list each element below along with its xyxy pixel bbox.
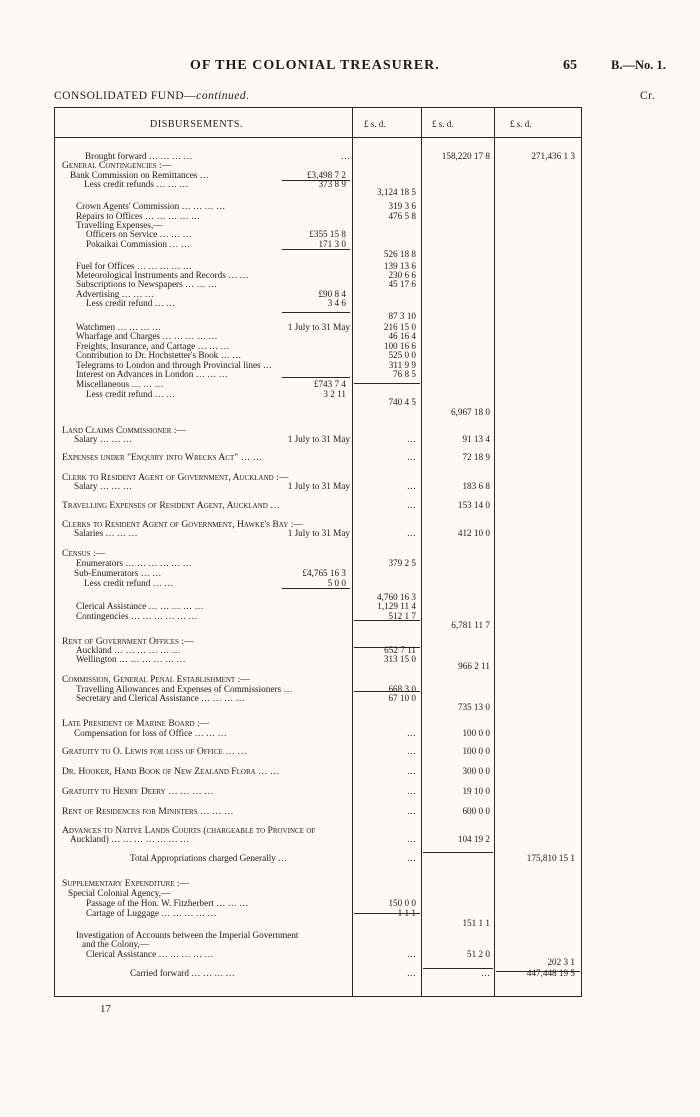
row-label: Secretary and Clerical Assistance … … … … <box>76 693 245 703</box>
row-amount-col1: … <box>406 786 416 796</box>
row-amount-col1: … <box>406 968 416 978</box>
row-label: Salary … … … <box>74 481 132 491</box>
fund-title: CONSOLIDATED FUND—continued. <box>54 90 250 102</box>
row-label: Clerical Assistance … … … … … <box>86 949 214 959</box>
row-amount-col2: 100 0 0 <box>462 728 490 738</box>
row-amount-col2: 735 13 0 <box>457 702 490 712</box>
row-amount-col1: 668 3 0 <box>388 684 416 694</box>
row-amount-col1: 525 0 0 <box>388 350 416 360</box>
row-inner-amount: 5 0 0 <box>327 578 346 588</box>
row-label: Auckland … … … … … … <box>76 645 181 655</box>
row-amount-col1: … <box>406 853 416 863</box>
table-heading: DISBURSEMENTS. <box>150 119 244 130</box>
row-label: Dr. Hooker, Hand Book of New Zealand Flora … … <box>62 766 280 777</box>
row-amount-col2: 153 14 0 <box>457 500 490 510</box>
row-label: Supplementary Expenditure :— <box>62 878 190 889</box>
col3-header: £ s. d. <box>510 119 532 129</box>
row-label: Salary … … … <box>74 434 132 444</box>
row-amount-col2: 91 13 4 <box>462 434 490 444</box>
fund-side: Cr. <box>640 90 656 102</box>
row-amount-col1: … <box>406 728 416 738</box>
row-amount-col1: 740 4 5 <box>388 397 416 407</box>
row-amount-col1: 4,760 16 3 <box>376 592 416 602</box>
row-label: Bank Commission on Remittances … <box>70 170 209 180</box>
row-label: Miscellaneous … … … <box>76 379 164 389</box>
rule <box>282 377 350 378</box>
row-label: Gratuity to Henry Deery … … … … <box>62 786 214 797</box>
row-label: Wharfage and Charges … … … … … <box>76 331 218 341</box>
row-label: and the Colony,— <box>82 939 150 949</box>
row-label: Repairs to Offices … … … … … <box>76 211 201 221</box>
col2-rule <box>421 107 422 996</box>
row-label: Clerical Assistance … … … … … <box>76 601 204 611</box>
row-amount-col1: … <box>406 500 416 510</box>
row-amount-col1: … <box>406 481 416 491</box>
row-label: Total Appropriations charged Generally … <box>130 853 288 863</box>
row-amount-col1: … <box>406 806 416 816</box>
row-label: Telegrams to London and through Provincial lines … <box>76 360 273 370</box>
row-label: Less credit refund … … <box>86 389 176 399</box>
table-bottom-rule <box>54 996 582 997</box>
row-label: Auckland) … … … … … … … <box>70 834 190 844</box>
row-amount-col2: 158,220 17 8 <box>441 151 490 161</box>
row-amount-col1: … <box>406 452 416 462</box>
row-amount-col1: 526 18 8 <box>383 249 416 259</box>
table-header-rule <box>54 137 582 138</box>
row-amount-col2: … <box>480 968 490 978</box>
row-amount-col1: 87 3 10 <box>388 311 416 321</box>
row-label: Contingencies … … … … … … <box>76 611 198 621</box>
row-amount-col2: 6,781 11 7 <box>451 620 490 630</box>
row-label: Carried forward … … … … <box>130 968 235 978</box>
row-amount-col2: 104 19 2 <box>457 834 490 844</box>
table-right-rule <box>581 107 582 996</box>
row-amount-col1: 512 1 7 <box>388 611 416 621</box>
page-number: 65 <box>563 58 577 73</box>
row-amount-col1: 216 15 0 <box>383 322 416 332</box>
row-label: General Contingencies :— <box>62 160 172 171</box>
row-amount-col1: … <box>406 528 416 538</box>
row-inner-amount: £90 8 4 <box>318 289 346 299</box>
page-title: OF THE COLONIAL TREASURER. <box>190 58 440 73</box>
row-amount-col1: … <box>406 766 416 776</box>
row-inner-amount: £355 15 8 <box>309 229 346 239</box>
row-amount-col3: 271,436 1 3 <box>531 151 575 161</box>
rule <box>282 249 350 250</box>
row-amount-col1: 3,124 18 5 <box>376 187 416 197</box>
row-label: Salaries … … … <box>74 528 138 538</box>
row-period: … <box>340 151 350 161</box>
row-amount-col1: 139 13 6 <box>383 261 416 271</box>
rule <box>423 852 493 853</box>
row-label: Clerks to Resident Agent of Government, Hawke's Bay :— <box>62 519 303 530</box>
row-inner-amount: 3 4 6 <box>327 298 346 308</box>
row-amount-col1: 150 0 0 <box>388 898 416 908</box>
row-label: Interest on Advances in London … … … <box>76 369 228 379</box>
row-label: Travelling Expenses,— <box>76 220 163 230</box>
row-label: Investigation of Accounts between the Imperial Government <box>76 930 299 940</box>
row-label: Commission, General Penal Establishment :— <box>62 674 250 685</box>
row-label: Enumerators … … … … … … <box>76 558 192 568</box>
row-amount-col1: 45 17 6 <box>388 279 416 289</box>
row-period: 1 July to 31 May <box>287 434 350 444</box>
row-period: 1 July to 31 May <box>287 322 350 332</box>
row-period: 1 July to 31 May <box>287 481 350 491</box>
document-reference: B.—No. 1. <box>611 58 666 72</box>
row-period: 1 July to 31 May <box>287 528 350 538</box>
rule <box>282 312 350 313</box>
row-amount-col2: 51 2 0 <box>467 949 490 959</box>
row-label: Fuel for Offices … … … … … <box>76 261 192 271</box>
row-amount-col1: … <box>406 746 416 756</box>
col3-rule <box>494 107 495 996</box>
row-label: Rent of Government Offices :— <box>62 636 194 647</box>
row-label: Sub-Enumerators … … <box>74 568 162 578</box>
row-label: Passage of the Hon. W. Fitzherbert … … … <box>86 898 249 908</box>
row-amount-col2: 600 0 0 <box>462 806 490 816</box>
row-amount-col1: 652 7 11 <box>384 645 416 655</box>
row-label: Less credit refunds … … … <box>84 179 189 189</box>
row-label: Freights, Insurance, and Cartage … … … <box>76 341 230 351</box>
row-amount-col2: 412 10 0 <box>457 528 490 538</box>
row-amount-col1: … <box>406 834 416 844</box>
row-label: Census :— <box>62 548 106 559</box>
col1-rule <box>352 107 353 996</box>
row-amount-col1: 76 8 5 <box>393 369 416 379</box>
row-amount-col3: 447,448 19 5 <box>526 968 575 978</box>
row-label: Special Colonial Agency,— <box>68 888 171 898</box>
row-label: Crown Agents' Commission … … … … <box>76 201 226 211</box>
row-amount-col2: 151 1 1 <box>462 918 490 928</box>
row-amount-col2: 6,967 18 0 <box>450 407 490 417</box>
row-label: Less credit refund … … <box>84 578 174 588</box>
rule <box>354 383 420 384</box>
row-label: Wellington … … … … … … <box>76 654 186 664</box>
row-label: Officers on Service … … … <box>86 229 192 239</box>
row-label: Advertising … … … <box>76 289 154 299</box>
row-inner-amount: £4,765 16 3 <box>302 568 346 578</box>
row-label: Pokaikai Commission … … <box>86 239 190 249</box>
row-amount-col1: 230 6 6 <box>388 270 416 280</box>
row-amount-col3: 175,810 15 1 <box>526 853 575 863</box>
row-amount-col1: 379 2 5 <box>388 558 416 568</box>
row-amount-col1: 1 1 1 <box>397 908 416 918</box>
row-amount-col1: 476 5 8 <box>388 211 416 221</box>
row-amount-col1: 319 3 6 <box>388 201 416 211</box>
row-label: Meteorological Instruments and Records … … <box>76 270 249 280</box>
row-label: Watchmen … … … … <box>76 322 161 332</box>
row-amount-col2: 966 2 11 <box>458 661 490 671</box>
row-amount-col1: 1,129 11 4 <box>377 601 416 611</box>
row-amount-col3: 202 3 1 <box>547 957 575 967</box>
row-inner-amount: £3,498 7 2 <box>306 170 346 180</box>
row-label: Brought forward … … … … <box>85 151 193 161</box>
row-label: Less credit refund … … <box>86 298 176 308</box>
row-amount-col2: 100 0 0 <box>462 746 490 756</box>
table-top-rule <box>54 107 582 108</box>
row-label: Contribution to Dr. Hochstetter's Book … … <box>76 350 242 360</box>
row-inner-amount: £743 7 4 <box>313 379 346 389</box>
row-amount-col2: 19 10 0 <box>462 786 490 796</box>
col2-header: £ s. d. <box>432 119 454 129</box>
row-label: Travelling Expenses of Resident Agent, Auckland … <box>62 500 280 511</box>
row-amount-col1: 46 16 4 <box>388 331 416 341</box>
row-label: Subscriptions to Newspapers … … … <box>76 279 218 289</box>
row-label: Expenses under "Enquiry into Wrecks Act" … … <box>62 452 263 463</box>
table-left-rule <box>54 107 55 996</box>
row-amount-col2: 72 18 9 <box>462 452 490 462</box>
row-label: Cartage of Luggage … … … … … <box>86 908 217 918</box>
row-amount-col2: 300 0 0 <box>462 766 490 776</box>
row-label: Rent of Residences for Ministers … … … <box>62 806 234 817</box>
row-inner-amount: 171 3 0 <box>318 239 346 249</box>
row-label: Clerk to Resident Agent of Government, Auckland :— <box>62 472 289 483</box>
row-amount-col1: 313 15 0 <box>383 654 416 664</box>
row-amount-col1: 67 10 0 <box>388 693 416 703</box>
row-amount-col1: … <box>406 434 416 444</box>
row-label: Advances to Native Lands Courts (chargeable to Province of <box>62 825 316 836</box>
row-label: Travelling Allowances and Expenses of Commissioners … <box>76 684 293 694</box>
row-label: Land Claims Commissioner :— <box>62 425 187 436</box>
row-label: Gratuity to O. Lewis for loss of Office … … <box>62 746 247 757</box>
row-label: Late President of Marine Board :— <box>62 718 210 729</box>
row-inner-amount: 3 2 11 <box>323 389 346 399</box>
row-amount-col2: 183 6 8 <box>462 481 490 491</box>
col1-header: £ s. d. <box>364 119 386 129</box>
row-label: Compensation for loss of Office … … … <box>74 728 227 738</box>
footer-page-number: 17 <box>100 1003 111 1015</box>
row-inner-amount: 373 8 9 <box>318 179 346 189</box>
row-amount-col1: … <box>406 949 416 959</box>
row-amount-col1: 100 16 6 <box>383 341 416 351</box>
rule <box>282 588 350 589</box>
row-amount-col1: 311 9 9 <box>388 360 416 370</box>
